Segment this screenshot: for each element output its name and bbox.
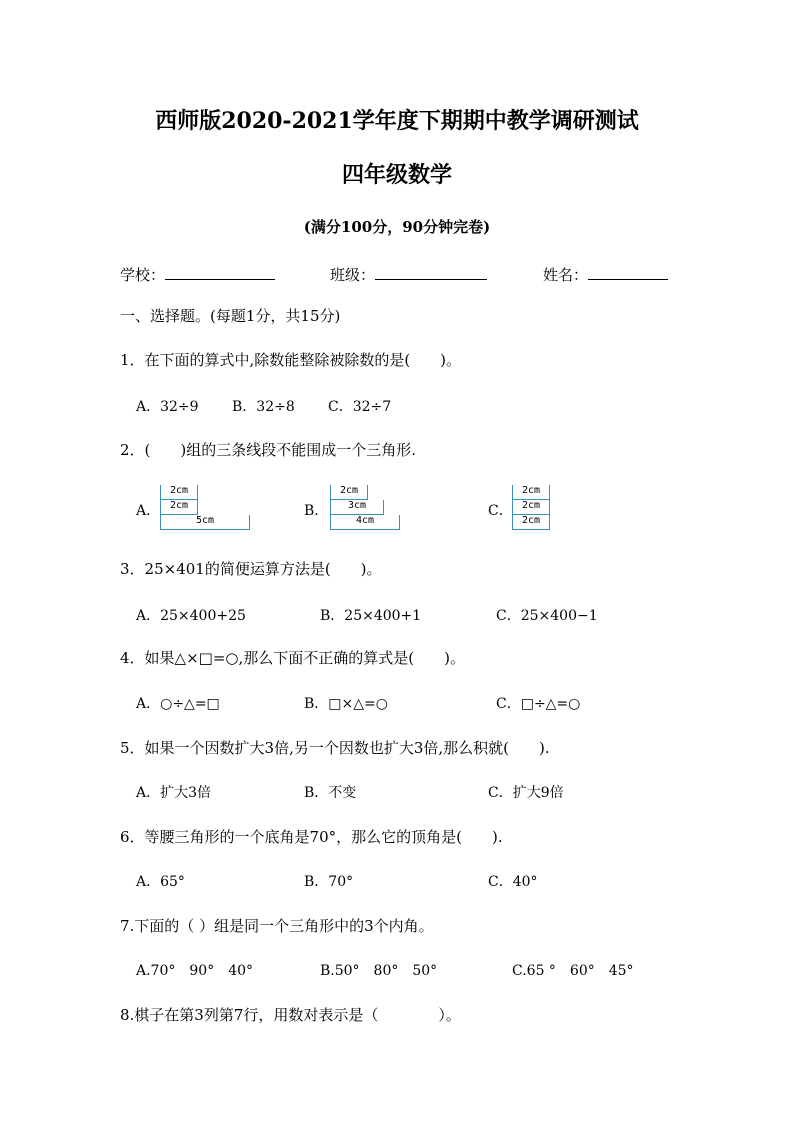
q2-option-c: C． bbox=[488, 503, 513, 519]
segment-a3: 5cm bbox=[160, 515, 250, 530]
q5-option-b: B．不变 bbox=[304, 785, 357, 801]
question-7: 7.下面的（ ）组是同一个三角形中的3个内角。 bbox=[120, 917, 434, 935]
class-field bbox=[330, 264, 487, 285]
exam-subtitle: 四年级数学 bbox=[341, 162, 452, 188]
segment-c3: 2cm bbox=[512, 515, 550, 530]
q3-option-b: B．25×400+1 bbox=[320, 608, 422, 624]
question-6: 6．等腰三角形的一个底角是70°，那么它的顶角是( ). bbox=[120, 828, 503, 846]
q3-option-c: C．25×400−1 bbox=[496, 608, 598, 624]
q4-option-a: A．○÷△=□ bbox=[136, 696, 220, 712]
school-field bbox=[120, 264, 275, 285]
q2-option-a: A． bbox=[136, 503, 161, 519]
q6-option-a: A．65° bbox=[136, 874, 185, 890]
q4-option-c: C．□÷△=○ bbox=[496, 696, 581, 712]
q4-option-b: B．□×△=○ bbox=[304, 696, 388, 712]
segment-c2: 2cm bbox=[512, 500, 550, 515]
exam-title: 西师版2020-2021学年度下期期中教学调研测试 bbox=[155, 108, 639, 134]
segment-b3: 4cm bbox=[330, 515, 400, 530]
q7-option-c: C.65 ° 60° 45° bbox=[512, 963, 634, 979]
school-blank[interactable] bbox=[165, 265, 275, 280]
class-blank[interactable] bbox=[375, 265, 487, 280]
q5-option-a: A．扩大3倍 bbox=[136, 785, 212, 801]
q5-option-c: C．扩大9倍 bbox=[488, 785, 564, 801]
q1-option-b: B．32÷8 bbox=[232, 399, 295, 415]
segment-b2: 3cm bbox=[330, 500, 384, 515]
name-blank[interactable] bbox=[588, 265, 668, 280]
q6-option-c: C．40° bbox=[488, 874, 538, 890]
q1-option-c: C．32÷7 bbox=[328, 399, 392, 415]
q6-option-b: B．70° bbox=[304, 874, 354, 890]
question-5: 5．如果一个因数扩大3倍,另一个因数也扩大3倍,那么积就( ). bbox=[120, 739, 550, 757]
q3-option-a: A．25×400+25 bbox=[136, 608, 246, 624]
school-label: 学校： bbox=[120, 266, 166, 284]
q7-option-b: B.50° 80° 50° bbox=[320, 963, 438, 979]
q2-option-b: B． bbox=[304, 503, 329, 519]
q7-option-a: A.70° 90° 40° bbox=[136, 963, 254, 979]
segment-a1: 2cm bbox=[160, 485, 198, 500]
exam-note: (满分100分，90分钟完卷) bbox=[303, 218, 491, 236]
question-3: 3．25×401的简便运算方法是( )。 bbox=[120, 560, 382, 578]
segment-b1: 2cm bbox=[330, 485, 368, 500]
name-field bbox=[543, 264, 668, 285]
question-1: 1．在下面的算式中,除数能整除被除数的是( )。 bbox=[120, 351, 462, 369]
section-heading: 一、选择题。(每题1分，共15分) bbox=[120, 307, 341, 325]
q1-option-a: A．32÷9 bbox=[136, 399, 199, 415]
class-label: 班级： bbox=[330, 266, 376, 284]
segment-a2: 2cm bbox=[160, 500, 198, 515]
name-label: 姓名： bbox=[543, 266, 589, 284]
question-2: 2．( )组的三条线段不能围成一个三角形. bbox=[120, 441, 417, 459]
question-4: 4．如果△×□=○,那么下面不正确的算式是( )。 bbox=[120, 649, 465, 667]
question-8: 8.棋子在第3列第7行，用数对表示是（ ）。 bbox=[120, 1006, 461, 1024]
segment-c1: 2cm bbox=[512, 485, 550, 500]
